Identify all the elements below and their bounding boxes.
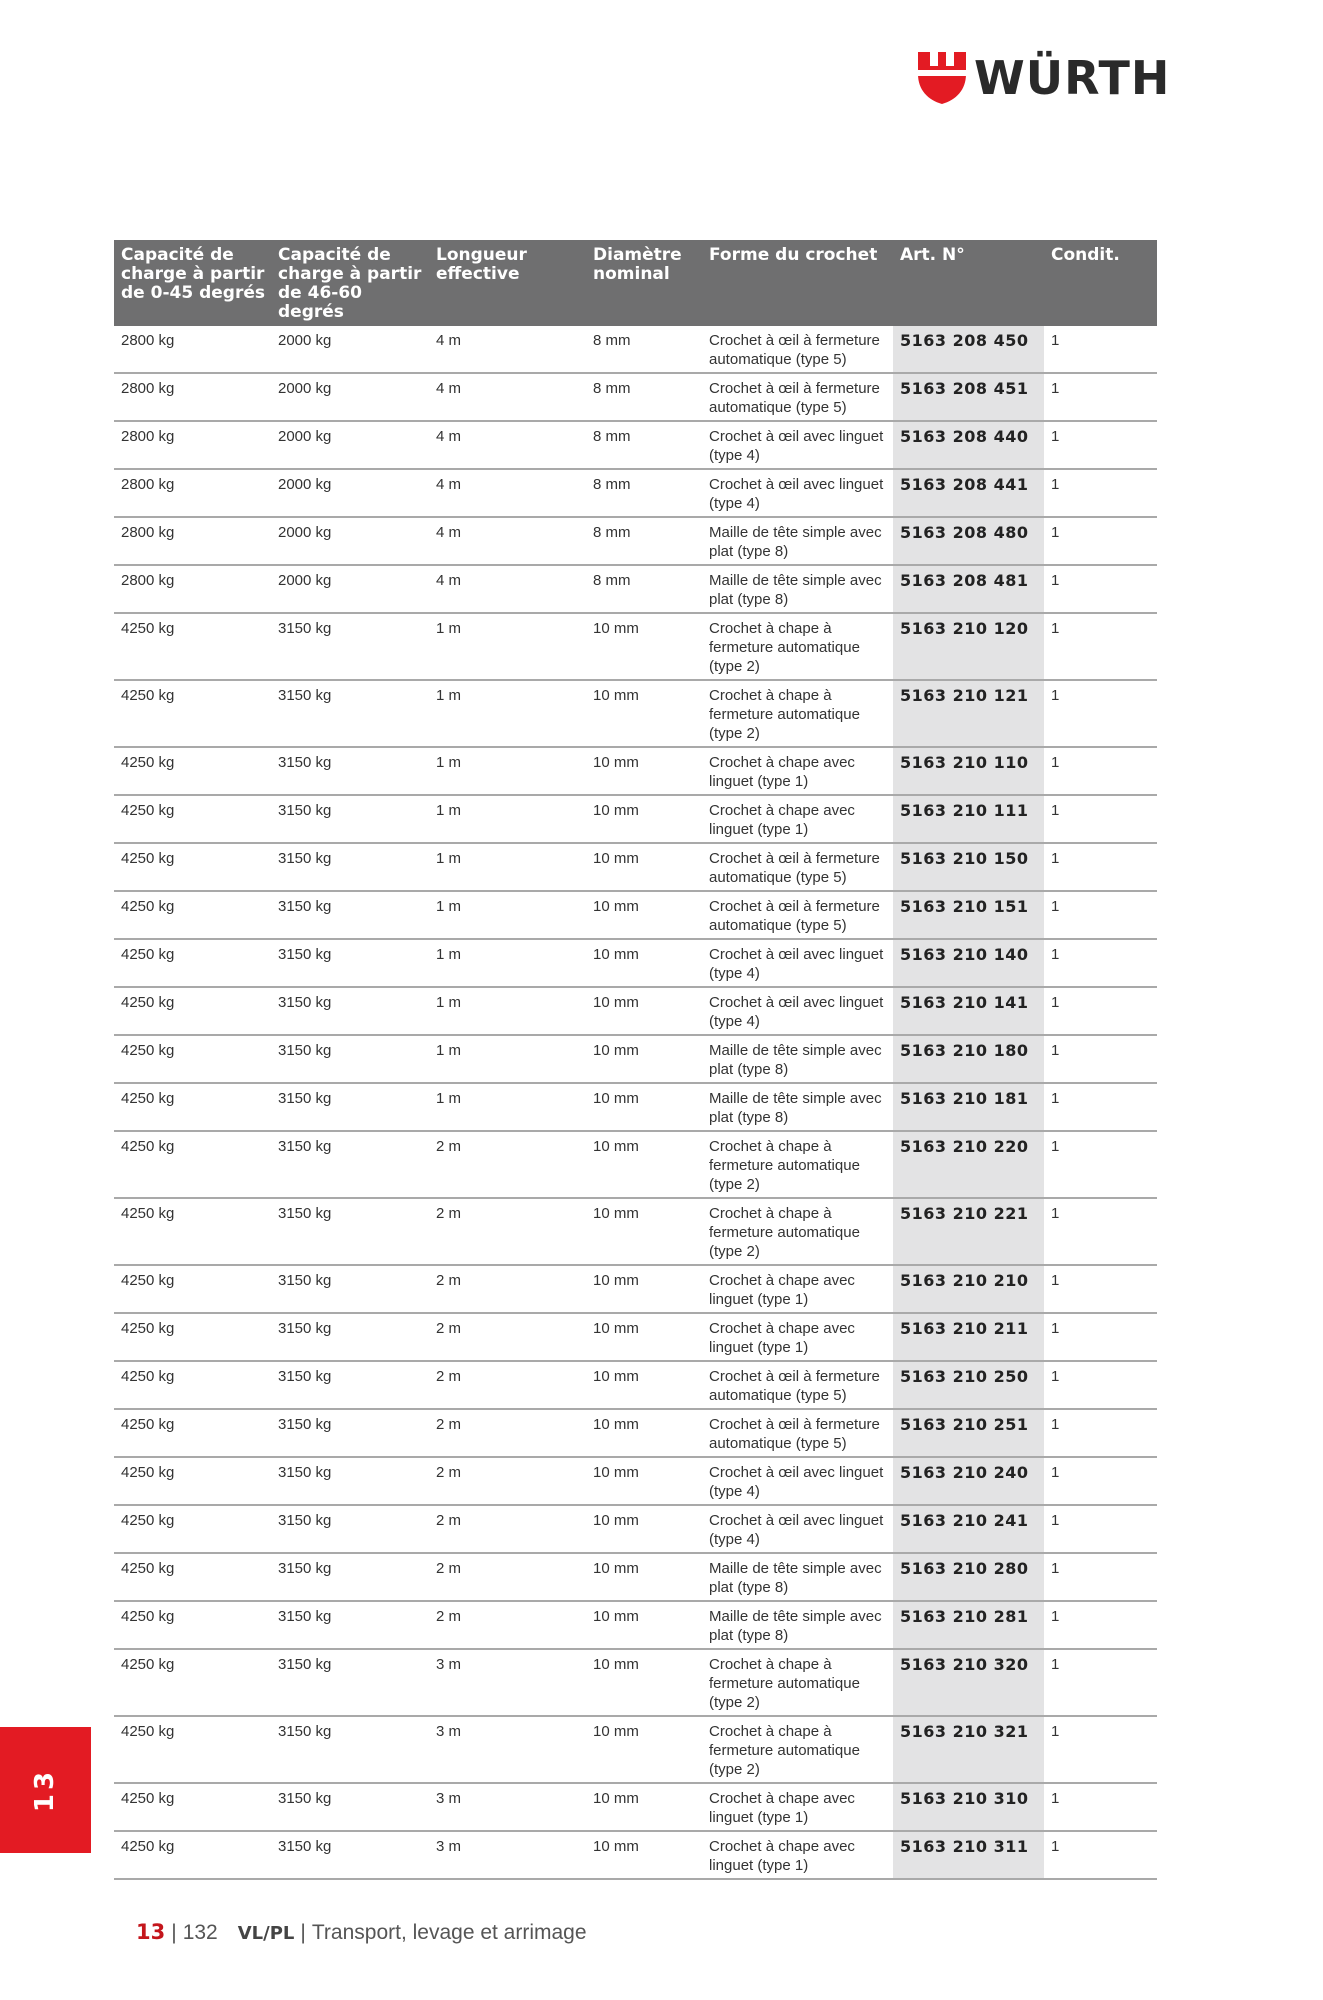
table-row (114, 987, 1157, 1035)
cell-art-no: 5163 208 441 (893, 469, 1044, 517)
cell-condit: 1 (1044, 1601, 1157, 1649)
cell-diameter: 10 mm (586, 680, 702, 747)
cell-diameter: 10 mm (586, 1409, 702, 1457)
header-diameter: Diamètre nominal (586, 240, 702, 326)
header-length: Longueur effective (429, 240, 586, 326)
cell-hook-shape: Crochet à œil avec linguet (type 4) (702, 421, 893, 469)
cell-diameter: 10 mm (586, 1035, 702, 1083)
cell-hook-shape: Crochet à œil à fermeture automatique (type 5) (702, 891, 893, 939)
table-row (114, 1265, 1157, 1313)
table-row (114, 680, 1157, 747)
cell-capacity-0-45: 4250 kg (114, 1831, 271, 1879)
cell-art-no: 5163 210 280 (893, 1553, 1044, 1601)
table-row (114, 939, 1157, 987)
cell-hook-shape: Maille de tête simple avec plat (type 8) (702, 1601, 893, 1649)
cell-capacity-46-60: 3150 kg (271, 613, 429, 680)
cell-capacity-0-45: 4250 kg (114, 843, 271, 891)
table-row (114, 1035, 1157, 1083)
cell-capacity-46-60: 3150 kg (271, 987, 429, 1035)
cell-art-no: 5163 210 211 (893, 1313, 1044, 1361)
table-row (114, 1553, 1157, 1601)
cell-capacity-0-45: 4250 kg (114, 613, 271, 680)
cell-capacity-46-60: 3150 kg (271, 1716, 429, 1783)
table-row (114, 1409, 1157, 1457)
cell-art-no: 5163 210 281 (893, 1601, 1044, 1649)
cell-condit: 1 (1044, 1716, 1157, 1783)
footer-separator-2: | (300, 1921, 306, 1944)
cell-hook-shape: Crochet à chape à fermeture automatique (type 2) (702, 1649, 893, 1716)
cell-capacity-0-45: 2800 kg (114, 373, 271, 421)
cell-capacity-46-60: 3150 kg (271, 795, 429, 843)
cell-art-no: 5163 210 221 (893, 1198, 1044, 1265)
cell-length: 2 m (429, 1505, 586, 1553)
cell-length: 1 m (429, 891, 586, 939)
cell-art-no: 5163 210 210 (893, 1265, 1044, 1313)
cell-capacity-0-45: 4250 kg (114, 680, 271, 747)
page-footer (136, 1920, 587, 1945)
cell-capacity-46-60: 3150 kg (271, 1409, 429, 1457)
cell-condit: 1 (1044, 939, 1157, 987)
cell-capacity-0-45: 4250 kg (114, 1649, 271, 1716)
cell-capacity-46-60: 3150 kg (271, 680, 429, 747)
cell-capacity-0-45: 2800 kg (114, 565, 271, 613)
cell-diameter: 10 mm (586, 1831, 702, 1879)
cell-capacity-46-60: 3150 kg (271, 891, 429, 939)
cell-length: 2 m (429, 1553, 586, 1601)
cell-capacity-0-45: 4250 kg (114, 1198, 271, 1265)
cell-condit: 1 (1044, 1198, 1157, 1265)
cell-condit: 1 (1044, 1409, 1157, 1457)
cell-condit: 1 (1044, 1313, 1157, 1361)
cell-condit: 1 (1044, 1457, 1157, 1505)
cell-length: 4 m (429, 517, 586, 565)
cell-condit: 1 (1044, 469, 1157, 517)
cell-condit: 1 (1044, 747, 1157, 795)
cell-diameter: 10 mm (586, 613, 702, 680)
cell-capacity-0-45: 4250 kg (114, 795, 271, 843)
footer-chapter: 13 (136, 1920, 166, 1944)
cell-capacity-46-60: 3150 kg (271, 1831, 429, 1879)
cell-capacity-0-45: 4250 kg (114, 747, 271, 795)
cell-art-no: 5163 210 121 (893, 680, 1044, 747)
cell-capacity-0-45: 4250 kg (114, 1783, 271, 1831)
cell-hook-shape: Crochet à œil avec linguet (type 4) (702, 939, 893, 987)
cell-art-no: 5163 210 240 (893, 1457, 1044, 1505)
cell-art-no: 5163 210 151 (893, 891, 1044, 939)
cell-condit: 1 (1044, 1553, 1157, 1601)
cell-length: 1 m (429, 1035, 586, 1083)
table-row (114, 843, 1157, 891)
cell-length: 4 m (429, 373, 586, 421)
cell-capacity-46-60: 2000 kg (271, 421, 429, 469)
cell-art-no: 5163 210 150 (893, 843, 1044, 891)
cell-capacity-0-45: 4250 kg (114, 939, 271, 987)
cell-length: 1 m (429, 987, 586, 1035)
cell-art-no: 5163 210 251 (893, 1409, 1044, 1457)
table-row (114, 1831, 1157, 1879)
cell-capacity-0-45: 4250 kg (114, 1083, 271, 1131)
cell-condit: 1 (1044, 373, 1157, 421)
table-row (114, 1361, 1157, 1409)
cell-hook-shape: Crochet à œil à fermeture automatique (type 5) (702, 326, 893, 373)
header-capacity-0-45: Capacité de charge à partir de 0-45 degrés (114, 240, 271, 326)
cell-condit: 1 (1044, 1265, 1157, 1313)
brand-name: WÜRTH (974, 51, 1171, 105)
cell-art-no: 5163 208 451 (893, 373, 1044, 421)
cell-capacity-46-60: 3150 kg (271, 1035, 429, 1083)
cell-capacity-46-60: 3150 kg (271, 1131, 429, 1198)
cell-condit: 1 (1044, 1361, 1157, 1409)
cell-hook-shape: Crochet à chape avec linguet (type 1) (702, 1265, 893, 1313)
cell-hook-shape: Crochet à œil à fermeture automatique (type 5) (702, 1361, 893, 1409)
cell-capacity-46-60: 2000 kg (271, 565, 429, 613)
cell-length: 2 m (429, 1131, 586, 1198)
cell-art-no: 5163 208 481 (893, 565, 1044, 613)
cell-condit: 1 (1044, 843, 1157, 891)
header-capacity-46-60: Capacité de charge à partir de 46-60 degrés (271, 240, 429, 326)
cell-diameter: 10 mm (586, 1505, 702, 1553)
cell-art-no: 5163 208 440 (893, 421, 1044, 469)
cell-condit: 1 (1044, 421, 1157, 469)
cell-diameter: 8 mm (586, 517, 702, 565)
cell-condit: 1 (1044, 987, 1157, 1035)
cell-art-no: 5163 210 180 (893, 1035, 1044, 1083)
cell-capacity-0-45: 4250 kg (114, 1716, 271, 1783)
cell-capacity-0-45: 4250 kg (114, 1131, 271, 1198)
cell-diameter: 10 mm (586, 1601, 702, 1649)
table-row (114, 326, 1157, 373)
cell-hook-shape: Crochet à œil avec linguet (type 4) (702, 1505, 893, 1553)
cell-diameter: 10 mm (586, 1553, 702, 1601)
cell-diameter: 8 mm (586, 373, 702, 421)
cell-diameter: 8 mm (586, 326, 702, 373)
cell-diameter: 10 mm (586, 1716, 702, 1783)
cell-hook-shape: Crochet à chape à fermeture automatique (type 2) (702, 1198, 893, 1265)
cell-hook-shape: Crochet à œil avec linguet (type 4) (702, 987, 893, 1035)
cell-capacity-0-45: 4250 kg (114, 1035, 271, 1083)
cell-length: 3 m (429, 1831, 586, 1879)
cell-diameter: 10 mm (586, 1265, 702, 1313)
cell-diameter: 8 mm (586, 565, 702, 613)
cell-capacity-0-45: 2800 kg (114, 326, 271, 373)
table-row (114, 517, 1157, 565)
cell-diameter: 10 mm (586, 1198, 702, 1265)
cell-capacity-0-45: 2800 kg (114, 421, 271, 469)
cell-condit: 1 (1044, 1083, 1157, 1131)
cell-condit: 1 (1044, 1831, 1157, 1879)
cell-capacity-46-60: 3150 kg (271, 1505, 429, 1553)
cell-capacity-46-60: 3150 kg (271, 1649, 429, 1716)
cell-capacity-0-45: 2800 kg (114, 517, 271, 565)
cell-art-no: 5163 210 250 (893, 1361, 1044, 1409)
cell-condit: 1 (1044, 613, 1157, 680)
product-table (114, 240, 1157, 1880)
table-row (114, 1783, 1157, 1831)
cell-hook-shape: Crochet à chape avec linguet (type 1) (702, 747, 893, 795)
cell-capacity-46-60: 3150 kg (271, 1083, 429, 1131)
cell-diameter: 10 mm (586, 1783, 702, 1831)
cell-diameter: 8 mm (586, 469, 702, 517)
cell-length: 1 m (429, 795, 586, 843)
cell-art-no: 5163 210 111 (893, 795, 1044, 843)
cell-diameter: 10 mm (586, 1131, 702, 1198)
cell-diameter: 10 mm (586, 1313, 702, 1361)
cell-length: 2 m (429, 1601, 586, 1649)
cell-art-no: 5163 210 120 (893, 613, 1044, 680)
cell-hook-shape: Crochet à chape avec linguet (type 1) (702, 1783, 893, 1831)
cell-capacity-0-45: 4250 kg (114, 1361, 271, 1409)
cell-length: 1 m (429, 843, 586, 891)
chapter-tab-number: 13 (30, 1767, 61, 1813)
table-row (114, 1198, 1157, 1265)
cell-length: 3 m (429, 1716, 586, 1783)
cell-capacity-46-60: 3150 kg (271, 1198, 429, 1265)
cell-diameter: 10 mm (586, 843, 702, 891)
cell-hook-shape: Crochet à chape avec linguet (type 1) (702, 795, 893, 843)
cell-condit: 1 (1044, 326, 1157, 373)
table-row (114, 1716, 1157, 1783)
table-row (114, 1457, 1157, 1505)
cell-hook-shape: Maille de tête simple avec plat (type 8) (702, 1083, 893, 1131)
cell-length: 2 m (429, 1409, 586, 1457)
cell-diameter: 10 mm (586, 1361, 702, 1409)
cell-length: 1 m (429, 1083, 586, 1131)
cell-art-no: 5163 210 320 (893, 1649, 1044, 1716)
cell-hook-shape: Maille de tête simple avec plat (type 8) (702, 517, 893, 565)
cell-capacity-0-45: 4250 kg (114, 1313, 271, 1361)
header-condit: Condit. (1044, 240, 1157, 326)
table-row (114, 613, 1157, 680)
cell-diameter: 10 mm (586, 1457, 702, 1505)
cell-capacity-46-60: 3150 kg (271, 1457, 429, 1505)
cell-capacity-46-60: 2000 kg (271, 373, 429, 421)
table-row (114, 1313, 1157, 1361)
cell-condit: 1 (1044, 517, 1157, 565)
table-row (114, 795, 1157, 843)
cell-hook-shape: Crochet à chape avec linguet (type 1) (702, 1313, 893, 1361)
cell-hook-shape: Crochet à œil à fermeture automatique (type 5) (702, 843, 893, 891)
cell-length: 1 m (429, 680, 586, 747)
cell-diameter: 10 mm (586, 1083, 702, 1131)
cell-condit: 1 (1044, 565, 1157, 613)
cell-capacity-0-45: 4250 kg (114, 1505, 271, 1553)
cell-length: 2 m (429, 1457, 586, 1505)
footer-category: VL/PL (237, 1923, 295, 1944)
table-row (114, 421, 1157, 469)
chapter-tab (0, 1727, 91, 1853)
header-art-no: Art. N° (893, 240, 1044, 326)
cell-diameter: 10 mm (586, 747, 702, 795)
cell-condit: 1 (1044, 891, 1157, 939)
cell-diameter: 10 mm (586, 891, 702, 939)
cell-condit: 1 (1044, 680, 1157, 747)
footer-page-number: 132 (182, 1921, 218, 1944)
cell-hook-shape: Maille de tête simple avec plat (type 8) (702, 1035, 893, 1083)
table-header-row (114, 240, 1157, 326)
table-row (114, 891, 1157, 939)
cell-condit: 1 (1044, 1131, 1157, 1198)
cell-hook-shape: Crochet à chape à fermeture automatique (type 2) (702, 680, 893, 747)
cell-art-no: 5163 210 181 (893, 1083, 1044, 1131)
cell-diameter: 10 mm (586, 987, 702, 1035)
cell-art-no: 5163 208 480 (893, 517, 1044, 565)
cell-capacity-0-45: 4250 kg (114, 1457, 271, 1505)
table-row (114, 1649, 1157, 1716)
table-row (114, 1505, 1157, 1553)
cell-length: 1 m (429, 939, 586, 987)
footer-separator: | (171, 1921, 177, 1944)
cell-hook-shape: Crochet à chape à fermeture automatique (type 2) (702, 613, 893, 680)
cell-art-no: 5163 210 140 (893, 939, 1044, 987)
cell-length: 2 m (429, 1313, 586, 1361)
cell-capacity-0-45: 4250 kg (114, 1601, 271, 1649)
cell-length: 4 m (429, 565, 586, 613)
cell-art-no: 5163 210 311 (893, 1831, 1044, 1879)
header-hook-shape: Forme du crochet (702, 240, 893, 326)
cell-capacity-0-45: 4250 kg (114, 987, 271, 1035)
cell-condit: 1 (1044, 1505, 1157, 1553)
cell-capacity-46-60: 3150 kg (271, 1783, 429, 1831)
cell-capacity-0-45: 4250 kg (114, 1409, 271, 1457)
cell-art-no: 5163 210 310 (893, 1783, 1044, 1831)
cell-length: 2 m (429, 1361, 586, 1409)
cell-diameter: 10 mm (586, 1649, 702, 1716)
cell-hook-shape: Crochet à chape avec linguet (type 1) (702, 1831, 893, 1879)
table-row (114, 747, 1157, 795)
cell-capacity-0-45: 2800 kg (114, 469, 271, 517)
table-row (114, 1131, 1157, 1198)
cell-diameter: 10 mm (586, 795, 702, 843)
wurth-logo-icon (918, 52, 966, 104)
cell-length: 4 m (429, 469, 586, 517)
cell-capacity-46-60: 3150 kg (271, 1601, 429, 1649)
table-body (114, 326, 1157, 1879)
wurth-logo (918, 52, 1170, 104)
cell-length: 1 m (429, 613, 586, 680)
cell-capacity-46-60: 3150 kg (271, 1313, 429, 1361)
cell-hook-shape: Crochet à chape à fermeture automatique (type 2) (702, 1131, 893, 1198)
cell-condit: 1 (1044, 1035, 1157, 1083)
cell-length: 4 m (429, 421, 586, 469)
cell-art-no: 5163 210 321 (893, 1716, 1044, 1783)
cell-capacity-0-45: 4250 kg (114, 1553, 271, 1601)
table-row (114, 469, 1157, 517)
cell-capacity-0-45: 4250 kg (114, 891, 271, 939)
cell-capacity-46-60: 3150 kg (271, 939, 429, 987)
cell-capacity-46-60: 3150 kg (271, 1361, 429, 1409)
cell-capacity-46-60: 2000 kg (271, 517, 429, 565)
cell-condit: 1 (1044, 1783, 1157, 1831)
cell-art-no: 5163 210 220 (893, 1131, 1044, 1198)
cell-length: 4 m (429, 326, 586, 373)
cell-hook-shape: Crochet à œil à fermeture automatique (type 5) (702, 1409, 893, 1457)
cell-condit: 1 (1044, 1649, 1157, 1716)
cell-capacity-46-60: 3150 kg (271, 747, 429, 795)
table-row (114, 565, 1157, 613)
cell-hook-shape: Crochet à œil avec linguet (type 4) (702, 1457, 893, 1505)
cell-hook-shape: Maille de tête simple avec plat (type 8) (702, 565, 893, 613)
table-row (114, 1601, 1157, 1649)
cell-length: 3 m (429, 1783, 586, 1831)
cell-diameter: 8 mm (586, 421, 702, 469)
cell-length: 2 m (429, 1265, 586, 1313)
cell-hook-shape: Crochet à œil à fermeture automatique (type 5) (702, 373, 893, 421)
cell-capacity-46-60: 3150 kg (271, 1553, 429, 1601)
cell-capacity-46-60: 2000 kg (271, 326, 429, 373)
footer-section: Transport, levage et arrimage (311, 1921, 587, 1944)
cell-condit: 1 (1044, 795, 1157, 843)
cell-hook-shape: Maille de tête simple avec plat (type 8) (702, 1553, 893, 1601)
table-row (114, 1083, 1157, 1131)
cell-capacity-0-45: 4250 kg (114, 1265, 271, 1313)
cell-capacity-46-60: 2000 kg (271, 469, 429, 517)
cell-diameter: 10 mm (586, 939, 702, 987)
table-row (114, 373, 1157, 421)
cell-capacity-46-60: 3150 kg (271, 843, 429, 891)
cell-art-no: 5163 210 110 (893, 747, 1044, 795)
cell-length: 1 m (429, 747, 586, 795)
cell-hook-shape: Crochet à œil avec linguet (type 4) (702, 469, 893, 517)
cell-art-no: 5163 210 241 (893, 1505, 1044, 1553)
cell-art-no: 5163 210 141 (893, 987, 1044, 1035)
cell-length: 3 m (429, 1649, 586, 1716)
cell-art-no: 5163 208 450 (893, 326, 1044, 373)
cell-length: 2 m (429, 1198, 586, 1265)
cell-capacity-46-60: 3150 kg (271, 1265, 429, 1313)
cell-hook-shape: Crochet à chape à fermeture automatique (type 2) (702, 1716, 893, 1783)
